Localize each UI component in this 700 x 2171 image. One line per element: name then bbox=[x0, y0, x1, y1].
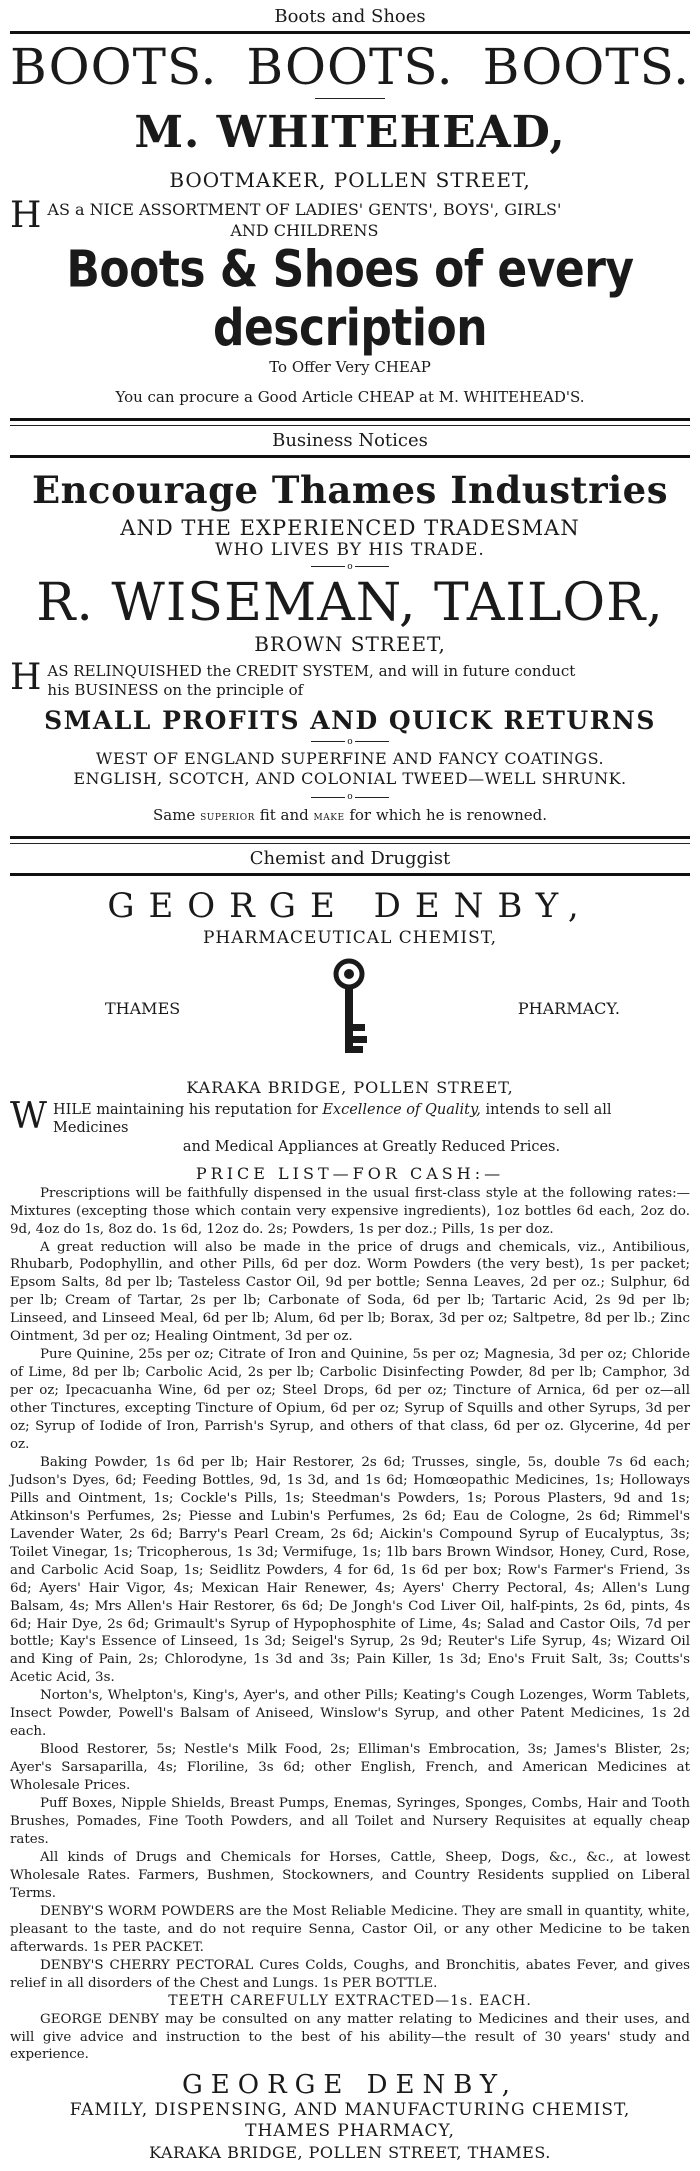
divider bbox=[315, 98, 385, 99]
footer-line: THAMES PHARMACY, bbox=[245, 2120, 455, 2141]
consult-paragraph: GEORGE DENBY may be consulted on any matter relating to Medicines and their uses, and will give advice and instruction to the best of his ability—the result of 30 years' study and experience. bbox=[10, 2011, 690, 2063]
footer-address: KARAKA BRIDGE, POLLEN STREET, THAMES. bbox=[149, 2143, 551, 2163]
boots-banner bbox=[10, 38, 690, 96]
key-icon bbox=[329, 958, 369, 1058]
teeth-line: TEETH CAREFULLY EXTRACTED—1s. EACH. bbox=[168, 1992, 532, 2009]
thames-label: THAMES bbox=[105, 998, 181, 1018]
advertiser-street: BROWN STREET, bbox=[254, 632, 446, 657]
experienced-line: AND THE EXPERIENCED TRADESMAN bbox=[120, 515, 580, 540]
wiseman-advert bbox=[10, 468, 690, 825]
price-paragraph: Baking Powder, 1s 6d per lb; Hair Restorer, 2s 6d; Trusses, single, 5s, double 7s 6d each; Judson's Dyes, 6d; Feeding Bottles, 9d, 1s 3d, and 1s 6d; Homœopathic Medicines, 1s; Holloways Pills and Ointment, 1s; Cockle's Pills, 1s; Steedman's Powders, 1s; Porous Plasters, 9d and 1s; Atkinson's Perfumes, 2s; Piesse and Lubin's Perfumes, 2s 6d; Eau de Cologne, 2s 6d; Rimmel's Lavender Water, 2s 6d; Barry's Pearl Cream, 2s 6d; Aickin's Compound Syrup of Eucalyptus, 3s; Toilet Vinegar, 1s; Tricopherous, 1s 3d; Vermifuge, 1s; 1lb bars Brown Windsor, Honey, Curd, Rose, and Carbolic Acid Soap, 1s; Seidlitz Powders, 4 for 6d, 1s 6d per box; Row's Farmer's Friend, 3s 6d; Ayers' Hair Vigor, 4s; Mexican Hair Renewer, 4s; Ayers' Cherry Pectoral, 4s; Allen's Lung Balsam, 4s; Mrs Allen's Hair Restorer, 6s 6d; De Jongh's Cod Liver Oil, half-pints, 2s 6d, pints, 4s 6d; Hair Dye, 2s 6d; Grimault's Syrup of Hypophosphite of Lime, 4s; Salad and Castor Oils, 7d per bottle; Kay's Essence of Linseed, 1s 3d; Seigel's Syrup, 2s 9d; Reuter's Life Syrup, 4s; Wizard Oil and King of Pain, 2s; Chlorodyne, 1s 3d and 3s; Pain Killer, 1s 3d; Eno's Fruit Salt, 3s; Coutts's Acetic Acid, 3s. bbox=[10, 1454, 690, 1686]
price-paragraph: A great reduction will also be made in the price of drugs and chemicals, viz., Antibilious, Rhubarb, Podophyllin, and other Pills, 6d per doz. Worm Powders (the very best), 1s per packet; Epsom Salts, 8d per lb; Tasteless Castor Oil, 9d per bottle; Senna Leaves, 2d per oz.; Sulphur, 6d per lb; Cream of Tartar, 2s per lb; Carbonate of Soda, 6d per lb; Tartaric Acid, 2s 9d per lb; Linseed, and Linseed Meal, 6d per lb; Alum, 6d per lb; Borax, 3d per oz; Saltpetre, 8d per lb.; Zinc Ointment, 3d per oz; Healing Ointment, 3d per oz. bbox=[10, 1239, 690, 1345]
superior-fit-line: Same superior fit and make for which he is renowned. bbox=[152, 806, 548, 825]
ornament-divider: o bbox=[10, 562, 690, 572]
section-rule bbox=[10, 31, 690, 34]
price-list-heading: PRICE LIST—FOR CASH:— bbox=[195, 1163, 505, 1183]
price-paragraph: Prescriptions will be faithfully dispensed in the usual first-class style at the following rates:—Mixtures (excepting those which contain very expensive ingredients), 1oz bottles 6d each, 2oz do. 9d, 4oz do 1s, 8oz do. 1s 6d, 12oz do. 2s; Powders, 1s per doz.; Pills, 1s per doz. bbox=[10, 1185, 690, 1237]
tweed-line: ENGLISH, SCOTCH, AND COLONIAL TWEED—WELL SHRUNK. bbox=[73, 769, 627, 789]
drop-cap: H bbox=[10, 195, 42, 236]
section-rule bbox=[10, 873, 690, 876]
price-paragraph: DENBY'S CHERRY PECTORAL Cures Colds, Coughs, and Bronchitis, abates Fever, and gives relief in all disorders of the Chest and Lungs. 1s PER BOTTLE. bbox=[10, 1957, 690, 1991]
price-paragraph: Puff Boxes, Nipple Shields, Breast Pumps, Enemas, Syringes, Sponges, Combs, Hair and Tooth Brushes, Pomades, Fine Tooth Powders, and all Toilet and Nursery Requisites at equally cheap rates. bbox=[10, 1796, 690, 1847]
encourage-headline: Encourage Thames Industries bbox=[31, 467, 669, 512]
boots-word: BOOTS. bbox=[10, 38, 218, 96]
price-paragraph: Norton's, Whelpton's, King's, Ayer's, and other Pills; Keating's Cough Lozenges, Worm Tablets, Insect Powder, Powell's Balsam of Aniseed, Winslow's Syrup, and other Patent Medicines, 1s 2d each. bbox=[10, 1688, 690, 1740]
advertiser-trade: BOOTMAKER, POLLEN STREET, bbox=[169, 168, 531, 192]
key-emblem-row bbox=[10, 948, 690, 1068]
section-heading-boots: Boots and Shoes bbox=[274, 6, 426, 27]
relinquished-line: AS RELINQUISHED the CREDIT SYSTEM, and will in future conduct bbox=[47, 662, 576, 681]
newspaper-page bbox=[10, 0, 690, 2162]
drop-cap: H bbox=[10, 657, 42, 699]
assortment-line: AND CHILDRENS bbox=[230, 220, 379, 240]
pharmacy-label: PHARMACY. bbox=[517, 998, 620, 1018]
intro-line: HILE maintaining his reputation for Excellence of Quality, intends to sell all Medicines bbox=[53, 1102, 612, 1137]
footer-name: GEORGE DENBY, bbox=[182, 2070, 518, 2101]
procure-text: You can procure a Good Article CHEAP at M. WHITEHEAD'S. bbox=[115, 387, 585, 406]
boots-word: BOOTS. bbox=[246, 38, 454, 96]
headline: Boots & Shoes of every description bbox=[66, 239, 634, 358]
lives-line: WHO LIVES BY HIS TRADE. bbox=[215, 539, 485, 560]
relinquished-line: his BUSINESS on the principle of bbox=[47, 680, 304, 699]
advertiser-name: GEORGE DENBY, bbox=[107, 886, 593, 927]
denby-advert bbox=[10, 886, 690, 2162]
advertiser-name: R. WISEMAN, TAILOR, bbox=[36, 572, 664, 633]
ornament-divider: o bbox=[10, 792, 690, 802]
intro-paragraph bbox=[10, 1096, 690, 1155]
price-paragraph: All kinds of Drugs and Chemicals for Horses, Cattle, Sheep, Dogs, &c., &c., at lowest Wholesale Rates. Farmers, Bushmen, Stockowners, and Country Residents supplied on Liberal Terms. bbox=[10, 1849, 690, 1901]
address-line: KARAKA BRIDGE, POLLEN STREET, bbox=[186, 1078, 514, 1098]
section-heading-business: Business Notices bbox=[272, 429, 428, 451]
assortment-line: AS a NICE ASSORTMENT OF LADIES' GENTS', BOYS', GIRLS' bbox=[47, 200, 562, 219]
boots-word: BOOTS. bbox=[482, 38, 690, 96]
drop-cap: W bbox=[10, 1096, 48, 1138]
offer-text: To Offer Very CHEAP bbox=[269, 357, 431, 376]
coatings-line: WEST OF ENGLAND SUPERFINE AND FANCY COATINGS. bbox=[95, 748, 605, 768]
whitehead-advert bbox=[10, 38, 690, 406]
section-heading-chemist: Chemist and Druggist bbox=[249, 848, 451, 870]
price-list-body bbox=[10, 1185, 690, 1993]
price-paragraph: Blood Restorer, 5s; Nestle's Milk Food, 2s; Elliman's Embrocation, 3s; James's Blister, 2s; Ayer's Sarsaparilla, 4s; Floriline, 3s 6d; other English, French, and American Medicines at Wholesale Prices. bbox=[10, 1742, 690, 1794]
principle-headline: SMALL PROFITS AND QUICK RETURNS bbox=[44, 705, 656, 735]
section-rule bbox=[10, 455, 690, 458]
relinquished-paragraph bbox=[10, 657, 690, 700]
advertiser-name: M. WHITEHEAD, bbox=[134, 107, 566, 158]
footer-line: FAMILY, DISPENSING, AND MANUFACTURING CHEMIST, bbox=[69, 2100, 631, 2121]
intro-line: and Medical Appliances at Greatly Reduced Prices. bbox=[182, 1138, 561, 1155]
section-rule bbox=[10, 843, 690, 844]
price-paragraph: Pure Quinine, 25s per oz; Citrate of Iron and Quinine, 5s per oz; Magnesia, 3d per oz; Chloride of Lime, 8d per lb; Carbolic Acid, 2s per lb; Carbolic Disinfecting Powder, 8d per lb; Camphor, 3d per oz; Ipecacuanha Wine, 6d per oz; Steel Drops, 6d per oz; Tincture of Arnica, 6d per oz—all other Tinctures, excepting Tincture of Opium, 6d per oz; Syrup of Squills and other Syrups, 3d per oz; Syrup of Iodide of Iron, Parrish's Syrup, and others of that class, 6d per oz. Glycerine, 4d per oz. bbox=[10, 1347, 690, 1452]
ornament-divider: o bbox=[10, 737, 690, 747]
price-paragraph: DENBY'S WORM POWDERS are the Most Reliable Medicine. They are small in quantity, white, pleasant to the taste, and do not require Senna, Castor Oil, or any other Medicine to be taken afterwards. 1s PER PACKET. bbox=[10, 1903, 690, 1955]
advertiser-title: PHARMACEUTICAL CHEMIST, bbox=[202, 928, 498, 949]
assortment-paragraph bbox=[10, 195, 690, 242]
section-rule bbox=[10, 425, 690, 426]
